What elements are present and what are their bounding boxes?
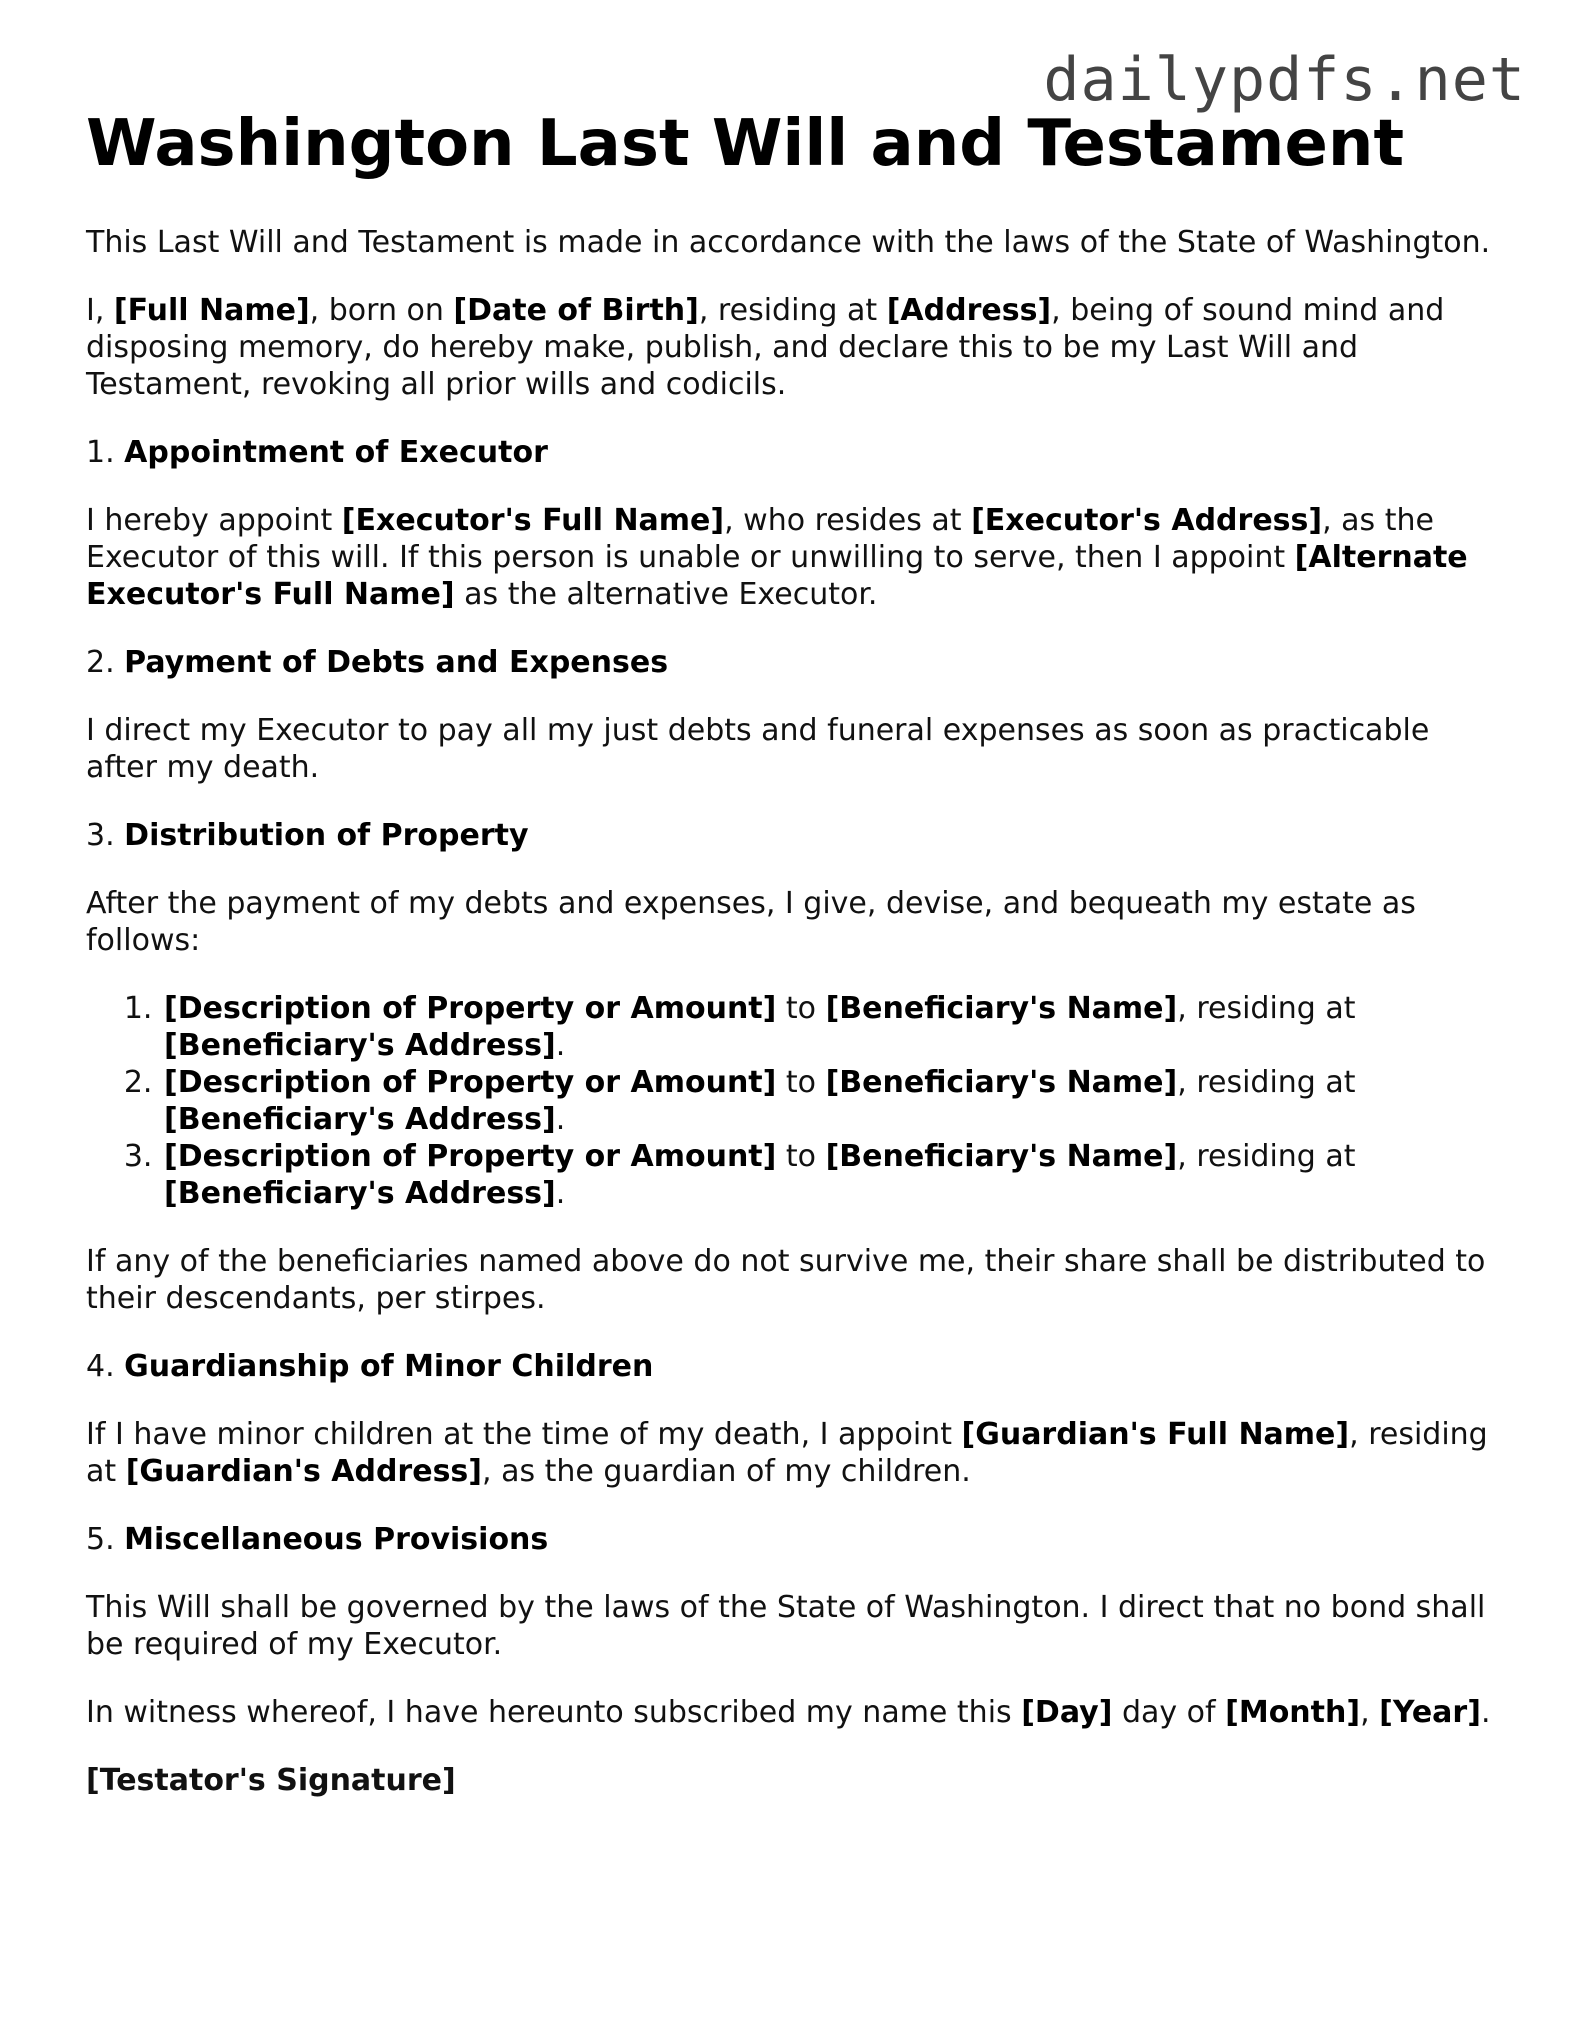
section-number: 4. <box>86 1348 125 1384</box>
bequest-text: , residing at <box>1177 990 1356 1026</box>
list-item <box>162 1138 1496 1212</box>
beneficiary-address-placeholder: [Beneficiary's Address] <box>164 1027 556 1063</box>
property-placeholder: [Description of Property or Amount] <box>164 1064 777 1100</box>
section-heading-distribution <box>86 817 1496 854</box>
bequest-text: to <box>776 1064 826 1100</box>
debts-paragraph: I direct my Executor to pay all my just debts and funeral expenses as soon as practicable after my death. <box>86 712 1430 785</box>
executor-address-placeholder: [Executor's Address] <box>971 502 1323 538</box>
witness-paragraph <box>86 1694 1496 1731</box>
watermark: dailypdfs.net <box>1043 45 1526 115</box>
witness-text: day of <box>1112 1694 1226 1730</box>
bequest-text: . <box>555 1175 566 1211</box>
list-item <box>162 1064 1496 1138</box>
beneficiary-address-placeholder: [Beneficiary's Address] <box>164 1101 556 1137</box>
intro-paragraph: This Last Will and Testament is made in accordance with the laws of the State of Washington. <box>86 224 1491 260</box>
section-heading-guardianship <box>86 1348 1496 1385</box>
section-title: Guardianship of Minor Children <box>124 1348 654 1384</box>
property-placeholder: [Description of Property or Amount] <box>164 990 777 1026</box>
document-title: Washington Last Will and Testament <box>86 107 1405 181</box>
beneficiary-name-placeholder: [Beneficiary's Name] <box>825 1064 1178 1100</box>
document-page <box>86 108 1496 1799</box>
property-placeholder: [Description of Property or Amount] <box>164 1138 777 1174</box>
bequest-text: to <box>776 990 826 1026</box>
testator-signature-placeholder: [Testator's Signature] <box>86 1762 456 1798</box>
guardian-name-placeholder: [Guardian's Full Name] <box>961 1416 1350 1452</box>
month-placeholder: [Month] <box>1225 1694 1361 1730</box>
address-placeholder: [Address] <box>886 292 1052 328</box>
bequest-text: . <box>555 1027 566 1063</box>
beneficiary-address-placeholder: [Beneficiary's Address] <box>164 1175 556 1211</box>
section-number: 3. <box>86 817 125 853</box>
declaration-text: , being of sound mind and disposing memory, do hereby make, publish, and declare this to be my Last Will and Testament, revoking all prior wills and codicils. <box>86 292 1445 402</box>
beneficiary-name-placeholder: [Beneficiary's Name] <box>825 990 1178 1026</box>
bequest-list <box>86 990 1496 1212</box>
declaration-text: I, <box>86 292 114 328</box>
bequest-text: to <box>776 1138 826 1174</box>
executor-paragraph <box>86 502 1496 613</box>
section-title: Appointment of Executor <box>124 434 548 470</box>
bequest-text: , residing at <box>1177 1138 1356 1174</box>
section-number: 1. <box>86 434 125 470</box>
guardian-address-placeholder: [Guardian's Address] <box>125 1453 482 1489</box>
declaration-text: , residing at <box>698 292 887 328</box>
section-number: 5. <box>86 1521 125 1557</box>
executor-text: I hereby appoint <box>86 502 342 538</box>
section-heading-debts <box>86 644 1496 681</box>
executor-text: , as the Executor of this will. If this person is unable or unwilling to serve, then I appoint <box>86 502 1434 575</box>
section-heading-executor <box>86 434 1496 471</box>
misc-paragraph: This Will shall be governed by the laws of the State of Washington. I direct that no bond shall be required of my Executor. <box>86 1589 1486 1662</box>
year-placeholder: [Year] <box>1379 1694 1481 1730</box>
declaration-paragraph <box>86 292 1496 403</box>
section-title: Distribution of Property <box>124 817 529 853</box>
guardianship-text: , residing at <box>86 1416 1488 1489</box>
executor-text: , who resides at <box>724 502 972 538</box>
list-item <box>162 990 1496 1064</box>
executor-text: as the alternative Executor. <box>454 576 878 612</box>
survivorship-paragraph: If any of the beneficiaries named above do not survive me, their share shall be distributed to their descendants, per stirpes. <box>86 1243 1486 1316</box>
declaration-text: , born on <box>309 292 454 328</box>
witness-text: In witness whereof, I have hereunto subscribed my name this <box>86 1694 1022 1730</box>
section-title: Payment of Debts and Expenses <box>124 644 669 680</box>
day-placeholder: [Day] <box>1021 1694 1113 1730</box>
guardianship-paragraph <box>86 1416 1496 1490</box>
bequest-text: . <box>555 1101 566 1137</box>
witness-text: , <box>1360 1694 1380 1730</box>
alternate-executor-placeholder: [Alternate Executor's Full Name] <box>86 539 1468 612</box>
dob-placeholder: [Date of Birth] <box>453 292 699 328</box>
section-number: 2. <box>86 644 125 680</box>
section-title: Miscellaneous Provisions <box>124 1521 549 1557</box>
bequest-text: , residing at <box>1177 1064 1356 1100</box>
full-name-placeholder: [Full Name] <box>113 292 310 328</box>
witness-text: . <box>1480 1694 1491 1730</box>
executor-name-placeholder: [Executor's Full Name] <box>341 502 725 538</box>
guardianship-text: , as the guardian of my children. <box>482 1453 971 1489</box>
section-heading-misc <box>86 1521 1496 1558</box>
beneficiary-name-placeholder: [Beneficiary's Name] <box>825 1138 1178 1174</box>
distribution-intro: After the payment of my debts and expenses, I give, devise, and bequeath my estate as follows: <box>86 885 1416 958</box>
guardianship-text: If I have minor children at the time of my death, I appoint <box>86 1416 962 1452</box>
